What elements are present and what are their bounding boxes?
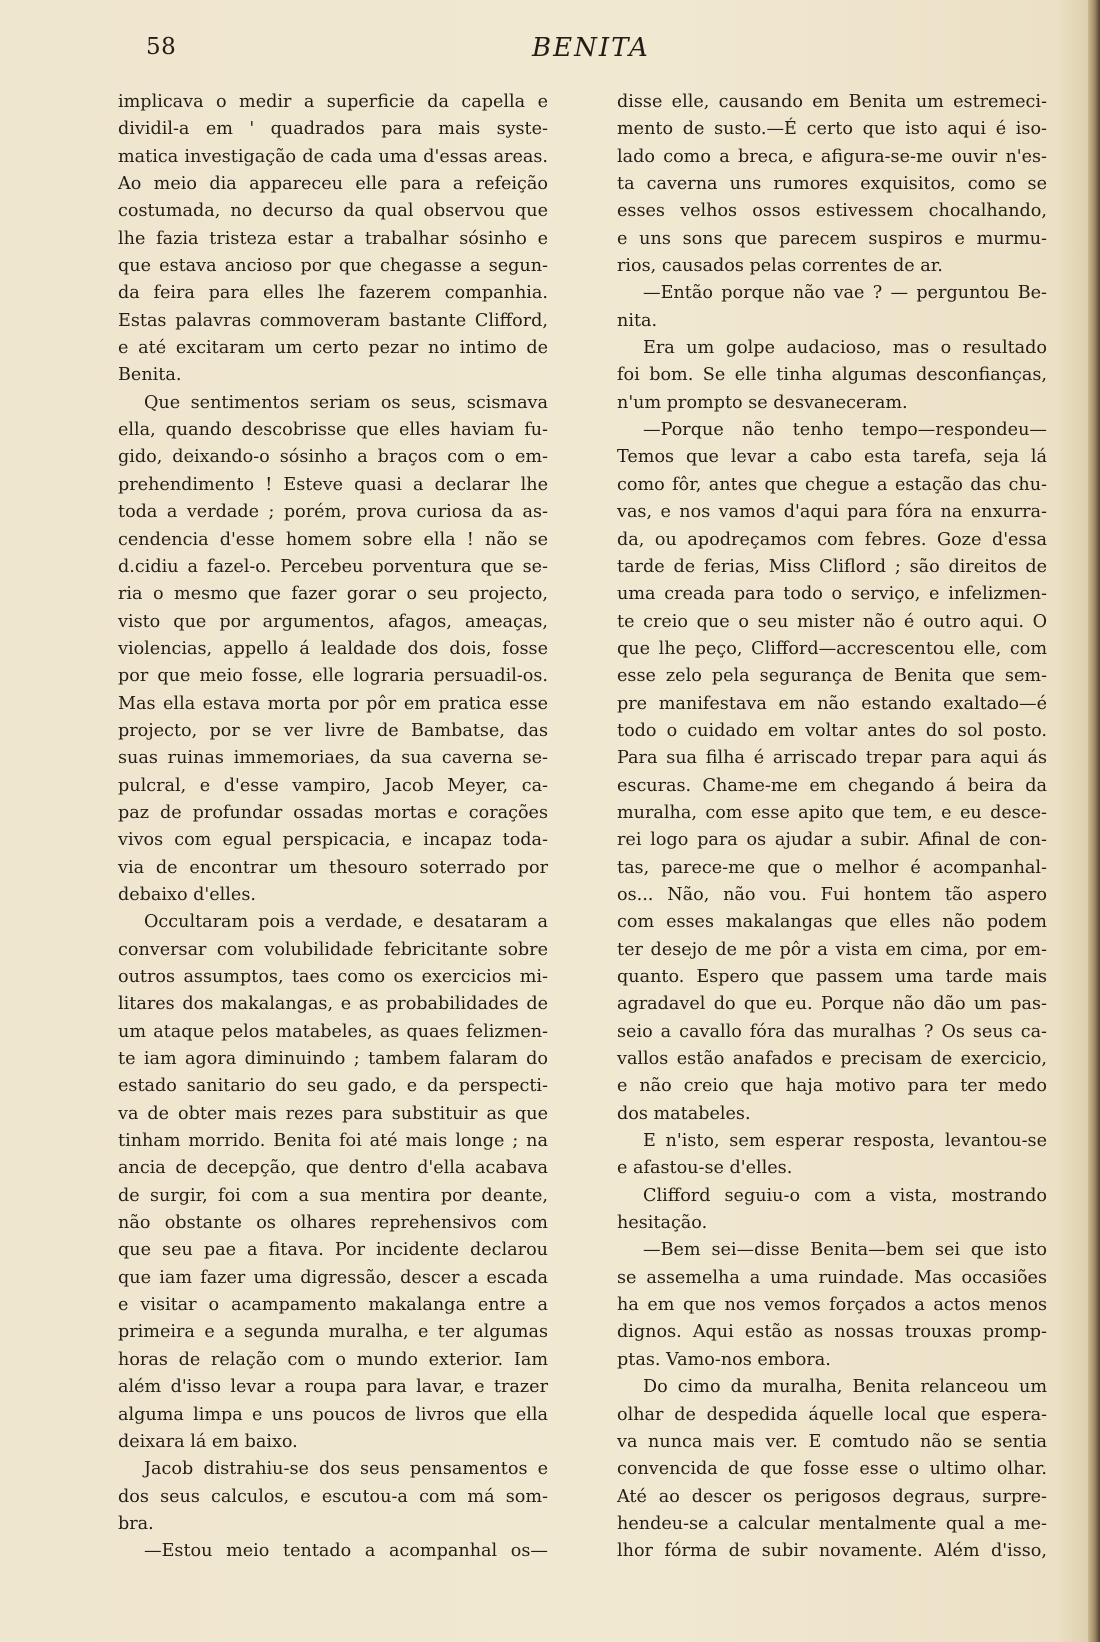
text-line: Clifford seguiu-o com a vista, mostrando [643,1185,1047,1206]
text-line: rios, causados pelas correntes de ar. [617,256,943,277]
text-line: Do cimo da muralha, Benita relanceou um [643,1377,1047,1398]
text-line: nita. [617,310,658,331]
text-line: lhor fórma de subir novamente. Além d'isso, [617,1541,1047,1562]
text-line: vivos com egual perspicacia, e incapaz toda- [118,830,548,851]
text-line: cendencia d'esse homem sobre ella ! não se [118,529,548,550]
text-line: que seu pae a fitava. Por incidente declarou [118,1240,548,1261]
text-line: muralha, com esse apito que tem, e eu desce- [617,802,1047,823]
text-line: esse zelo pela segurança de Benita que sem- [617,666,1047,687]
text-line: dividil-a em ' quadrados para mais syste- [118,119,548,140]
text-line: que iam fazer uma digressão, descer a escada [118,1267,548,1288]
text-line: —Porque não tenho tempo—respondeu— [643,420,1047,441]
text-line: n'um prompto se desvaneceram. [617,392,908,413]
text-line: via de encontrar um thesouro soterrado por [118,857,548,878]
text-line: visto que por argumentos, afagos, ameaças, [118,611,548,632]
text-line: Benita. [118,365,182,386]
text-line: tarde de ferias, Miss Cliflord ; são direitos de [617,556,1047,577]
text-line: E n'isto, sem esperar resposta, levantou-se [643,1131,1047,1152]
text-line: olhar de despedida áquelle local que espera- [617,1404,1047,1425]
text-line: d.cidiu a fazel-o. Percebeu porventura que se- [118,556,548,577]
text-line: Mas ella estava morta por pôr em pratica esse [118,693,548,714]
text-line: esses velhos ossos estivessem chocalhando, [617,201,1047,222]
text-line: como fôr, antes que chegue a estação das chu- [617,474,1047,495]
text-line: implicava o medir a superficie da capella e [118,92,548,112]
text-line: e até excitaram um certo pezar no intimo de [118,338,548,359]
running-title: BENITA [532,33,650,63]
text-line: se assemelha a uma ruindade. Mas occasiões [617,1267,1047,1288]
text-line: dignos. Aqui estão as nossas trouxas promp- [617,1322,1047,1343]
text-line: escuras. Chame-me em chegando á beira da [617,775,1047,796]
text-line: uma creada para todo o serviço, e infelizmen- [617,584,1047,605]
text-line: por que meio fosse, elle lograria persuadil-os. [118,666,548,687]
text-line: dos seus calculos, e escutou-a com má som- [118,1486,548,1507]
text-line: —Estou meio tentado a acompanhal os— [144,1541,548,1562]
text-line: lhe fazia tristeza estar a trabalhar sósinho e [118,228,548,249]
text-line: Que sentimentos seriam os seus, scismava [144,392,548,413]
text-line: ter desejo de me pôr a vista em cima, por em- [617,939,1047,960]
text-line: ria o mesmo que fazer gorar o seu projecto, [118,584,548,605]
text-line: debaixo d'elles. [118,884,256,905]
text-line: ta caverna uns rumores exquisitos, como se [617,174,1047,195]
text-line: va nunca mais ver. E comtudo não se sentia [617,1431,1047,1452]
text-line: Estas palavras commoveram bastante Clifford, [118,310,548,331]
text-line: seio a cavallo fóra das muralhas ? Os seus ca- [617,1021,1047,1042]
text-line: da feira para elles lhe fazerem companhia. [118,283,548,304]
text-line: mento de susto.—É certo que isto aqui é iso- [617,119,1047,140]
text-line: bra. [118,1513,154,1534]
text-line: e visitar o acampamento makalanga entre a [118,1295,548,1316]
text-line: estado sanitario do seu gado, e da perspecti- [118,1076,548,1097]
text-line: convencida de que fosse esse o ultimo olhar. [617,1459,1047,1480]
text-line: foi bom. Se elle tinha algumas desconfianças, [617,365,1047,386]
text-line: Occultaram pois a verdade, e desataram a [144,912,548,933]
text-line: Ao meio dia appareceu elle para a refeição [118,174,548,195]
left-text-column [118,89,548,1566]
text-line: tas, parece-me que o melhor é acompanhal- [617,857,1047,878]
text-line: Temos que levar a cabo esta tarefa, seja lá [617,447,1047,468]
text-line: que lhe peço, Clifford—accrescentou elle, com [617,638,1047,659]
text-line: e não creio que haja motivo para ter medo [617,1076,1047,1097]
text-line: ella, quando descobrisse que elles haviam fu- [118,420,548,441]
text-line: Era um golpe audacioso, mas o resultado [643,338,1047,359]
text-line: um ataque pelos matabeles, as quaes felizmen- [118,1021,548,1042]
text-line: —Então porque não vae ? — perguntou Be- [643,283,1047,304]
text-line: agradavel do que eu. Porque não dão um pas- [617,994,1047,1015]
text-line: deixara lá em baixo. [118,1431,298,1452]
text-line: horas de relação com o mundo exterior. Iam [118,1349,548,1370]
text-line: prehendimento ! Esteve quasi a declarar lhe [118,474,548,495]
text-line: te creio que o seu mister não é outro aqui. O [617,611,1047,632]
text-line: todo o cuidado em voltar antes do sol posto. [617,720,1047,741]
text-line: Para sua filha é arriscado trepar para aqui ás [617,748,1047,769]
text-line: hesitação. [617,1213,708,1234]
page-header [0,30,1100,70]
text-line: rei logo para os ajudar a subir. Afinal de con- [617,830,1047,851]
page-number: 58 [146,34,177,60]
text-line: quanto. Espero que passem uma tarde mais [617,967,1047,987]
text-line: ha em que nos vemos forçados a actos menos [617,1295,1047,1316]
text-line: toda a verdade ; porém, prova curiosa da as- [118,502,548,523]
page-edge-shadow [1088,0,1100,1642]
text-line: vas, e nos vamos d'aqui para fóra na enxurra- [617,502,1047,523]
text-line: projecto, por se ver livre de Bambatse, das [118,720,548,741]
text-line: e uns sons que parecem suspiros e murmu- [617,228,1047,249]
text-line: não obstante os olhares reprehensivos com [118,1213,548,1234]
text-line: costumada, no decurso da qual observou que [118,201,548,222]
text-line: te iam agora diminuindo ; tambem falaram do [118,1049,548,1070]
text-line: Jacob distrahiu-se dos seus pensamentos e [144,1459,548,1480]
text-line: tinham morrido. Benita foi até mais longe ; na [118,1131,548,1152]
text-line: ptas. Vamo-nos embora. [617,1349,831,1370]
text-line: matica investigação de cada uma d'essas areas. [118,146,548,167]
right-text-column [617,89,1047,1566]
text-line: primeira e a segunda muralha, e ter algumas [118,1322,548,1343]
text-line: da, ou apodreçamos com febres. Goze d'essa [617,529,1047,550]
text-line: com esses makalangas que elles não podem [617,912,1047,933]
text-line: conversar com volubilidade febricitante sobre [118,939,548,960]
text-line: hendeu-se a calcular mentalmente qual a me- [617,1513,1047,1534]
text-line: ancia de decepção, que dentro d'ella acabava [118,1158,548,1179]
text-line: além d'isso levar a roupa para lavar, e trazer [118,1377,548,1398]
text-line: lado como a breca, e afigura-se-me ouvir n'es- [617,146,1047,167]
text-line: outros assumptos, taes como os exercicios mi- [118,967,548,987]
text-line: vallos estão anafados e precisam de exercicio, [617,1049,1047,1070]
text-line: gido, deixando-o sósinho a braços com o em- [118,447,548,468]
text-line: paz de profundar ossadas mortas e corações [118,802,548,823]
text-line: Até ao descer os perigosos degraus, surpre- [617,1486,1047,1507]
text-line: de surgir, foi com a sua mentira por deante, [118,1185,548,1206]
text-line: dos matabeles. [617,1103,751,1124]
text-line: os... Não, não vou. Fui hontem tão aspero [617,884,1047,905]
text-line: pre manifestava em não estando exaltado—é [617,693,1047,714]
text-line: violencias, appello á lealdade dos dois, fosse [118,638,548,659]
text-line: e afastou-se d'elles. [617,1158,793,1179]
text-line: disse elle, causando em Benita um estremeci- [617,92,1047,112]
text-line: litares dos makalangas, e as probabilidades de [118,994,548,1015]
text-line: va de obter mais rezes para substituir as que [118,1103,548,1124]
text-line: suas ruinas immemoriaes, da sua caverna se- [118,748,548,769]
text-line: que estava ancioso por que chegasse a segun- [118,256,548,277]
text-line: alguma limpa e uns poucos de livros que ella [118,1404,548,1425]
text-line: —Bem sei—disse Benita—bem sei que isto [643,1240,1047,1261]
text-line: pulcral, e d'esse vampiro, Jacob Meyer, ca- [118,775,548,796]
